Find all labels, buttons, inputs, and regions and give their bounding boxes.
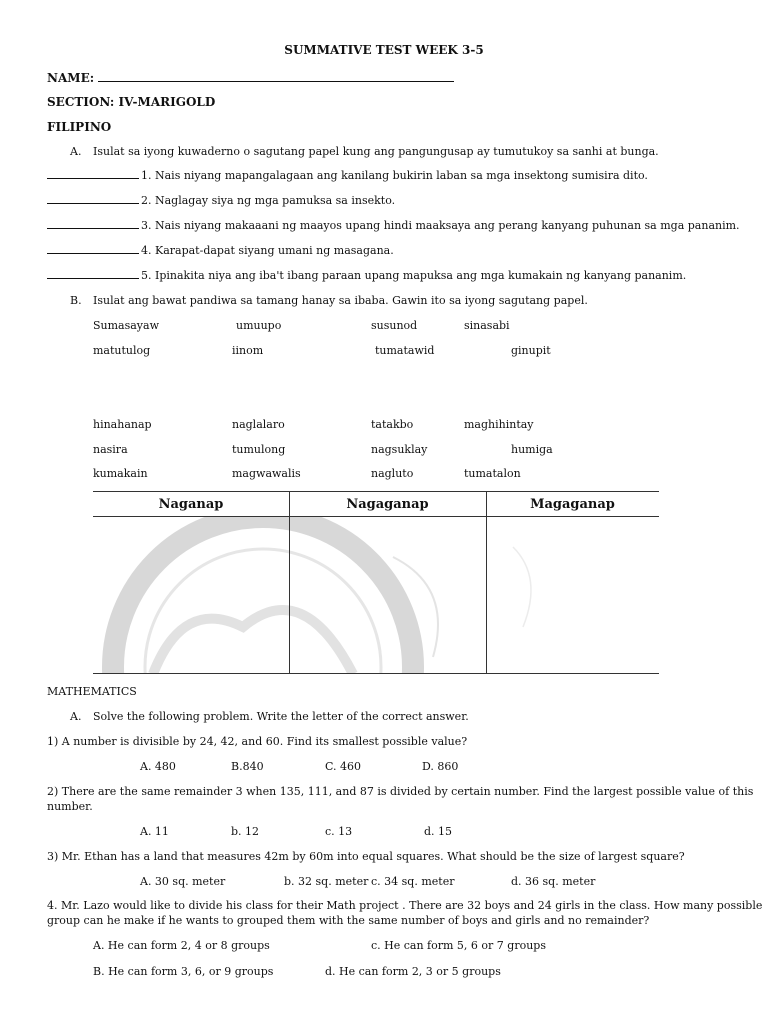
name-label: NAME: (47, 71, 95, 85)
choice: d. He can form 2, 3 or 5 groups (325, 965, 501, 978)
word: tatakbo (371, 418, 414, 431)
choice: b. 32 sq. meter (284, 875, 369, 888)
fil-item-5 (47, 269, 686, 282)
fil-item-text: 3. Nais niyang makaaani ng maayos upang hindi maaksaya ang perang kanyang puhunan sa mga pananim. (141, 219, 740, 232)
math-question-1: 1) A number is divisible by 24, 42, and 60. Find its smallest possible value? (47, 735, 468, 748)
choice: A. 30 sq. meter (140, 875, 226, 888)
word: tumatawid (375, 344, 435, 357)
table-border (93, 673, 659, 674)
section-label: SECTION: IV-MARIGOLD (47, 95, 216, 109)
name-line[interactable] (98, 70, 454, 82)
header-naganap: Naganap (158, 497, 224, 512)
math-question-4-cont: group can he make if he wants to grouped them with the same number of boys and girls and no remainder? (47, 914, 650, 927)
choice: B. He can form 3, 6, or 9 groups (93, 965, 274, 978)
word: nasira (93, 443, 128, 456)
word: nagsuklay (371, 443, 428, 456)
choice: d. 36 sq. meter (511, 875, 596, 888)
choice: A. 480 (140, 760, 176, 773)
choice: B.840 (231, 760, 264, 773)
page-title: SUMMATIVE TEST WEEK 3-5 (284, 43, 484, 57)
answer-blank[interactable] (47, 219, 139, 229)
subject-filipino: FILIPINO (47, 120, 112, 134)
word: nagluto (371, 467, 414, 480)
word: kumakain (93, 467, 148, 480)
word: umuupo (236, 319, 282, 332)
choice: c. 13 (325, 825, 353, 838)
fil-item-text: 4. Karapat-dapat siyang umani ng masagana. (141, 244, 394, 257)
word: ginupit (511, 344, 551, 357)
word: hinahanap (93, 418, 152, 431)
seal-watermark (93, 517, 659, 674)
column-divider (289, 491, 290, 674)
word: tumulong (232, 443, 286, 456)
column-divider (486, 491, 487, 674)
fil-item-2 (47, 194, 395, 207)
answer-blank[interactable] (47, 169, 139, 179)
word: matutulog (93, 344, 151, 357)
part-b-letter: B. (70, 294, 82, 307)
fil-item-text: 1. Nais niyang mapangalagaan ang kanilang bukirin laban sa mga insektong sumisira dito. (141, 169, 648, 182)
choice: c. 34 sq. meter (371, 875, 455, 888)
word: maghihintay (464, 418, 534, 431)
word: sinasabi (464, 319, 510, 332)
word: tumatalon (464, 467, 521, 480)
part-b-instruction: Isulat ang bawat pandiwa sa tamang hanay sa ibaba. Gawin ito sa iyong sagutang papel. (93, 294, 588, 307)
word: susunod (371, 319, 418, 332)
choice: A. 11 (140, 825, 169, 838)
choice: A. He can form 2, 4 or 8 groups (93, 939, 270, 952)
choice: d. 15 (424, 825, 453, 838)
choice: b. 12 (231, 825, 260, 838)
math-question-2-cont: number. (47, 800, 93, 813)
fil-item-text: 5. Ipinakita niya ang iba't ibang paraan upang mapuksa ang mga kumakain ng kanyang pananim. (141, 269, 687, 282)
verb-table (93, 491, 659, 674)
header-magaganap: Magaganap (530, 497, 615, 512)
fil-item-3 (47, 219, 740, 232)
choice: C. 460 (325, 760, 362, 773)
fil-item-1 (47, 169, 648, 182)
math-a-instruction: Solve the following problem. Write the letter of the correct answer. (93, 710, 469, 723)
part-a-instruction: Isulat sa iyong kuwaderno o sagutang papel kung ang pangungusap ay tumutukoy sa sanhi at bunga. (93, 145, 659, 158)
word: humiga (511, 443, 553, 456)
math-a-letter: A. (70, 710, 82, 723)
table-border (93, 491, 659, 492)
choice: D. 860 (422, 760, 459, 773)
math-question-4: 4. Mr. Lazo would like to divide his class for their Math project . There are 32 boys and 24 girls in the class. How many possible (47, 899, 763, 912)
math-question-3: 3) Mr. Ethan has a land that measures 42m by 60m into equal squares. What should be the size of largest square? (47, 850, 685, 863)
word: Sumasayaw (93, 319, 159, 332)
subject-math: MATHEMATICS (47, 685, 137, 698)
fil-item-text: 2. Naglagay siya ng mga pamuksa sa insekto. (141, 194, 396, 207)
math-question-2: 2) There are the same remainder 3 when 135, 111, and 87 is divided by certain number. Find the largest possible value of this (47, 785, 754, 798)
answer-blank[interactable] (47, 194, 139, 204)
fil-item-4 (47, 244, 394, 257)
word: naglalaro (232, 418, 285, 431)
answer-blank[interactable] (47, 269, 139, 279)
header-nagaganap: Nagaganap (346, 497, 429, 512)
table-header-rule (93, 516, 659, 517)
part-a-letter: A. (70, 145, 82, 158)
name-field[interactable] (47, 70, 454, 85)
word: iinom (232, 344, 264, 357)
word: magwawalis (232, 467, 301, 480)
answer-blank[interactable] (47, 244, 139, 254)
choice: c. He can form 5, 6 or 7 groups (371, 939, 546, 952)
